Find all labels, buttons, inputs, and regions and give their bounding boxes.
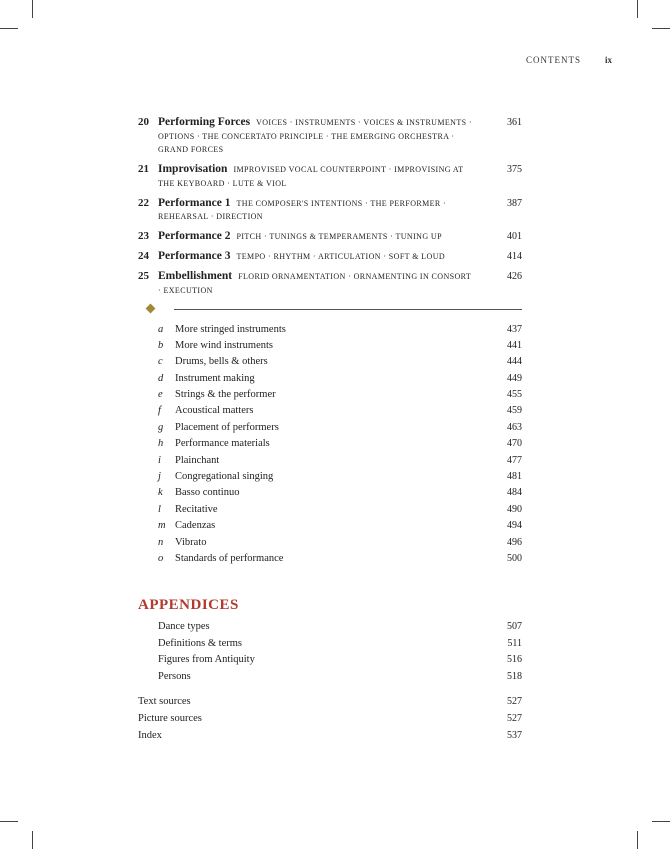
back-matter-page: 527 [507, 695, 522, 707]
chapter-entry[interactable] [138, 250, 522, 264]
supplement-entry[interactable] [138, 322, 522, 338]
appendix-page: 511 [507, 637, 522, 649]
supplement-title: Plainchant [175, 454, 220, 466]
supplement-page: 459 [507, 405, 522, 417]
supplement-title: Drums, bells & others [175, 356, 268, 368]
back-matter-list [138, 693, 522, 744]
appendices-heading: APPENDICES [138, 597, 239, 614]
chapter-entry[interactable] [138, 230, 522, 244]
back-matter-title: Text sources [138, 695, 191, 707]
chapter-title: Performing Forces [158, 116, 251, 128]
supplement-title: Strings & the performer [175, 389, 276, 401]
crop-mark [637, 831, 638, 849]
supplement-page: 441 [507, 339, 522, 351]
crop-mark [0, 28, 18, 29]
chapter-number: 22 [138, 196, 149, 209]
supplement-page: 500 [507, 552, 522, 564]
crop-mark [32, 831, 33, 849]
supplement-entry[interactable] [138, 371, 522, 387]
supplement-title: Instrument making [175, 372, 255, 384]
chapter-title: Performance 2 [158, 230, 231, 242]
supplement-title: Vibrato [175, 536, 207, 548]
supplement-title: Performance materials [175, 438, 270, 450]
chapter-topics: TEMPO · RHYTHM · ARTICULATION · SOFT & LOUD [236, 252, 446, 261]
supplement-letter: a [158, 323, 164, 335]
supplement-letter: c [158, 356, 163, 368]
chapter-number: 25 [138, 270, 149, 282]
contents-list [138, 116, 522, 744]
crop-mark [652, 28, 670, 29]
supplement-page: 463 [507, 421, 522, 433]
supplement-letter: j [158, 471, 161, 483]
appendix-page: 507 [507, 621, 522, 633]
supplement-letter: i [158, 454, 161, 466]
chapter-list [138, 116, 522, 297]
appendix-page: 518 [507, 670, 522, 682]
chapter-entry[interactable] [138, 163, 522, 190]
supplement-page: 484 [507, 487, 522, 499]
appendix-entry[interactable] [158, 652, 522, 668]
supplement-page: 496 [507, 536, 522, 548]
supplement-title: More wind instruments [175, 339, 273, 351]
supplement-entry[interactable] [138, 354, 522, 370]
running-head: CONTENTS [526, 55, 581, 65]
supplement-letter: g [158, 421, 164, 433]
chapter-page: 401 [507, 231, 522, 242]
supplement-letter: l [158, 503, 161, 515]
appendix-title: Dance types [158, 621, 210, 633]
crop-mark [637, 0, 638, 18]
back-matter-page: 527 [507, 712, 522, 724]
chapter-number: 20 [138, 116, 149, 128]
chapter-topics: FLORID ORNAMENTATION · ORNAMENTING IN CONSORT · EXECUTION [158, 272, 472, 295]
supplement-title: Recitative [175, 503, 218, 515]
back-matter-title: Index [138, 729, 162, 741]
supplement-page: 444 [507, 356, 522, 368]
section-separator [147, 304, 522, 316]
supplement-entry[interactable] [138, 535, 522, 551]
appendix-entry[interactable] [158, 619, 522, 635]
chapter-title: Embellishment [158, 270, 233, 282]
supplement-title: Placement of performers [175, 421, 279, 433]
supplement-entry[interactable] [138, 502, 522, 518]
appendix-entry[interactable] [158, 636, 522, 652]
divider [174, 309, 522, 310]
supplement-letter: f [158, 405, 161, 417]
appendix-title: Definitions & terms [158, 637, 242, 649]
supplement-entry[interactable] [138, 420, 522, 436]
chapter-number: 23 [138, 230, 149, 242]
supplement-entry[interactable] [138, 453, 522, 469]
chapter-title: Performance 1 [158, 196, 231, 209]
supplement-title: Basso continuo [175, 487, 240, 499]
supplement-letter: d [158, 372, 164, 384]
chapter-page: 361 [507, 117, 522, 128]
supplement-page: 449 [507, 372, 522, 384]
supplement-page: 494 [507, 520, 522, 532]
supplement-page: 470 [507, 438, 522, 450]
back-matter-title: Picture sources [138, 712, 202, 724]
chapter-number: 24 [138, 250, 149, 262]
chapter-topics: IMPROVISED VOCAL COUNTERPOINT · IMPROVISING AT THE KEYBOARD · LUTE & VIOL [158, 165, 464, 188]
supplement-entry[interactable] [138, 551, 522, 567]
supplement-entry[interactable] [138, 403, 522, 419]
chapter-page: 387 [507, 197, 522, 209]
appendix-page: 516 [507, 654, 522, 666]
chapter-page: 414 [507, 251, 522, 262]
supplement-letter: e [158, 389, 163, 401]
chapter-topics: VOICES · INSTRUMENTS · VOICES & INSTRUMENTS · OPTIONS · THE CONCERTATO PRINCIPLE · THE EMERGING ORCHESTRA · GRAND FORCES [158, 118, 472, 154]
back-matter-entry[interactable] [138, 727, 522, 744]
crop-mark [32, 0, 33, 18]
chapter-entry[interactable] [138, 116, 522, 157]
supplement-letter: b [158, 339, 164, 351]
supplement-entry[interactable] [138, 518, 522, 534]
supplement-list [138, 322, 522, 568]
appendix-entry[interactable] [158, 669, 522, 685]
chapter-entry[interactable] [138, 197, 522, 224]
chapter-topics: PITCH · TUNINGS & TEMPERAMENTS · TUNING UP [236, 232, 442, 241]
appendix-list [138, 619, 522, 685]
chapter-page: 375 [507, 164, 522, 175]
appendix-title: Persons [158, 670, 191, 682]
supplement-letter: n [158, 536, 164, 548]
chapter-entry[interactable] [138, 270, 522, 297]
supplement-title: More stringed instruments [175, 323, 286, 335]
supplement-entry[interactable] [138, 338, 522, 354]
supplement-title: Acoustical matters [175, 405, 254, 417]
diamond-ornament-icon [146, 303, 156, 313]
chapter-page: 426 [507, 271, 522, 282]
crop-mark [0, 821, 18, 822]
supplement-entry[interactable] [138, 436, 522, 452]
supplement-letter: m [158, 520, 166, 532]
supplement-entry[interactable] [138, 469, 522, 485]
supplement-entry[interactable] [138, 485, 522, 501]
supplement-title: Congregational singing [175, 471, 274, 483]
supplement-page: 437 [507, 323, 522, 335]
chapter-title: Improvisation [158, 163, 228, 175]
supplement-title: Cadenzas [175, 520, 216, 532]
appendix-title: Figures from Antiquity [158, 654, 255, 666]
supplement-letter: h [158, 438, 164, 450]
supplement-page: 490 [507, 503, 522, 515]
crop-mark [652, 821, 670, 822]
chapter-topics: THE COMPOSER'S INTENTIONS · THE PERFORMER · REHEARSAL · DIRECTION [158, 198, 447, 221]
back-matter-entry[interactable] [138, 710, 522, 727]
supplement-letter: o [158, 552, 164, 564]
supplement-entry[interactable] [138, 387, 522, 403]
supplement-title: Standards of performance [175, 552, 284, 564]
back-matter-entry[interactable] [138, 693, 522, 710]
supplement-letter: k [158, 487, 163, 499]
back-matter-page: 537 [507, 729, 522, 741]
chapter-number: 21 [138, 163, 149, 175]
chapter-title: Performance 3 [158, 250, 231, 262]
page-number: ix [605, 55, 613, 65]
supplement-page: 481 [507, 471, 522, 483]
supplement-page: 455 [507, 389, 522, 401]
supplement-page: 477 [507, 454, 522, 466]
